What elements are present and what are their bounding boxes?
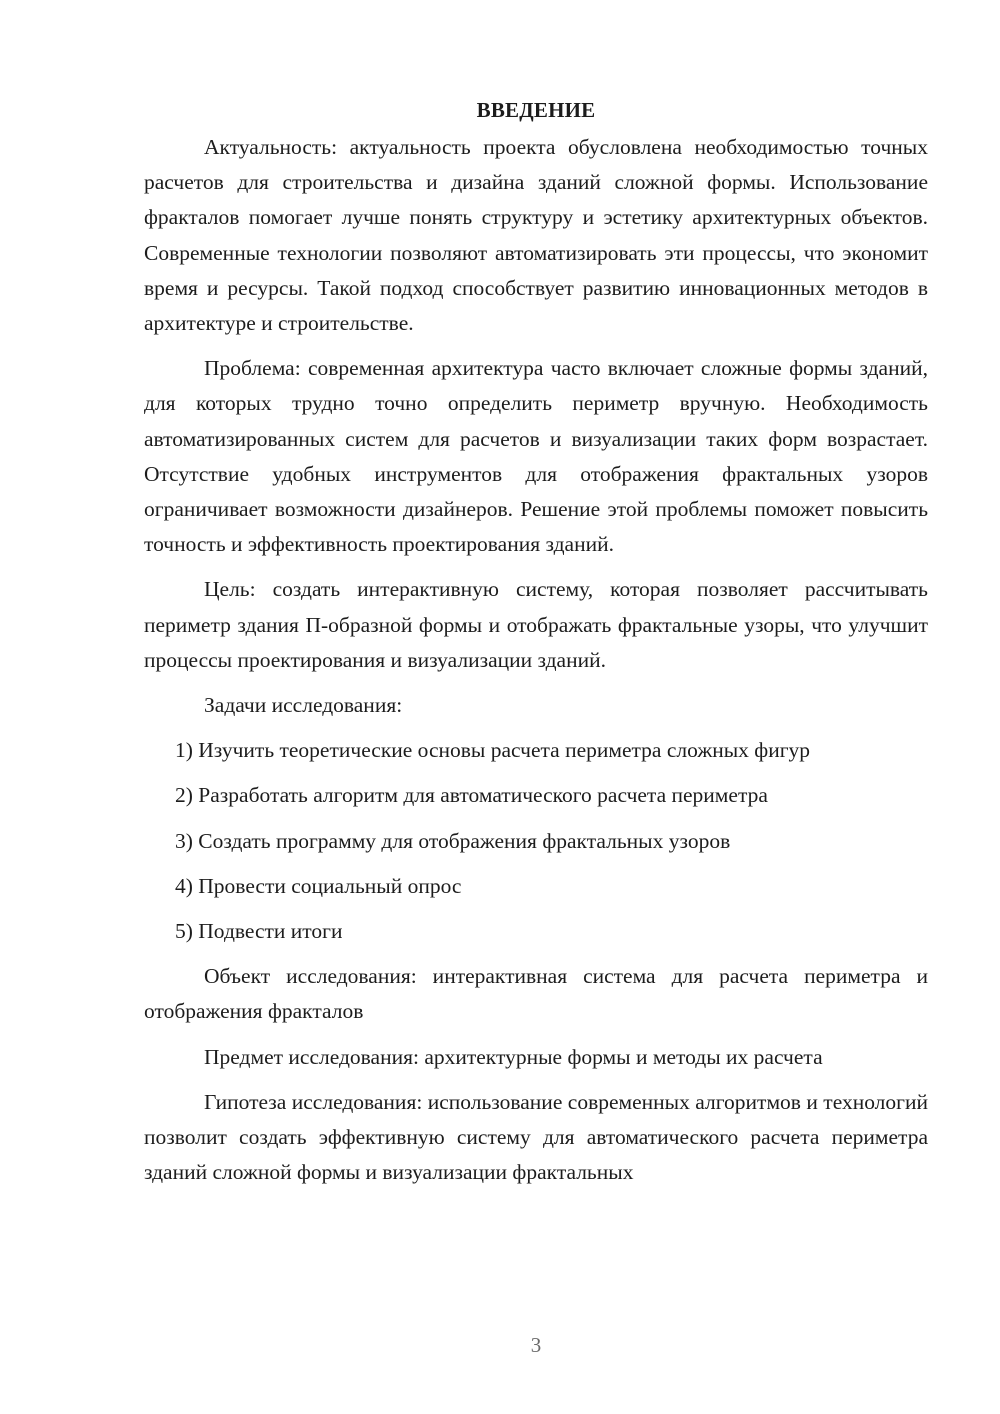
section-heading: ВВЕДЕНИЕ <box>476 98 596 122</box>
object-paragraph: Объект исследования: интерактивная система для расчета периметра и отображения фракталов <box>144 964 928 1024</box>
problem-paragraph: Проблема: современная архитектура часто включает сложные формы зданий, для которых трудно точно определить периметр вручную. Необходимость автоматизированных систем для расчетов и визуализации таких форм возрастает. Отсутствие удобных инструментов для отображения фрактальных узоров ограничивает возможности дизайнеров. Решение этой проблемы поможет повысить точность и эффективность проектирования зданий. <box>144 356 928 557</box>
list-item: 4) Провести социальный опрос <box>175 873 462 898</box>
page-number: 3 <box>530 1333 542 1357</box>
list-item: 3) Создать программу для отображения фрактальных узоров <box>175 828 731 853</box>
subject-paragraph: Предмет исследования: архитектурные формы и методы их расчета <box>204 1044 823 1069</box>
hypothesis-paragraph: Гипотеза исследования: использование современных алгоритмов и технологий позволит создать эффективную систему для автоматического расчета периметра зданий сложной формы и визуализации фрактальных <box>144 1089 928 1185</box>
page-content <box>144 92 928 1200</box>
list-item: 2) Разработать алгоритм для автоматического расчета периметра <box>175 783 768 808</box>
tasks-title: Задачи исследования: <box>204 693 403 718</box>
goal-paragraph: Цель: создать интерактивную систему, которая позволяет рассчитывать периметр здания П-образной формы и отображать фрактальные узоры, что улучшит процессы проектирования и визуализации зданий. <box>144 577 928 672</box>
list-item: 1) Изучить теоретические основы расчета периметра сложных фигур <box>175 738 811 763</box>
list-item: 5) Подвести итоги <box>175 919 343 944</box>
tasks-list <box>144 733 928 949</box>
relevance-paragraph: Актуальность: актуальность проекта обусловлена необходимостью точных расчетов для строительства и дизайна зданий сложной формы. Использование фракталов помогает лучше понять структуру и эстетику архитектурных объектов. Современные технологии позволяют автоматизировать эти процессы, что экономит время и ресурсы. Такой подход способствует развитию инновационных методов в архитектуре и строительстве. <box>144 135 928 336</box>
